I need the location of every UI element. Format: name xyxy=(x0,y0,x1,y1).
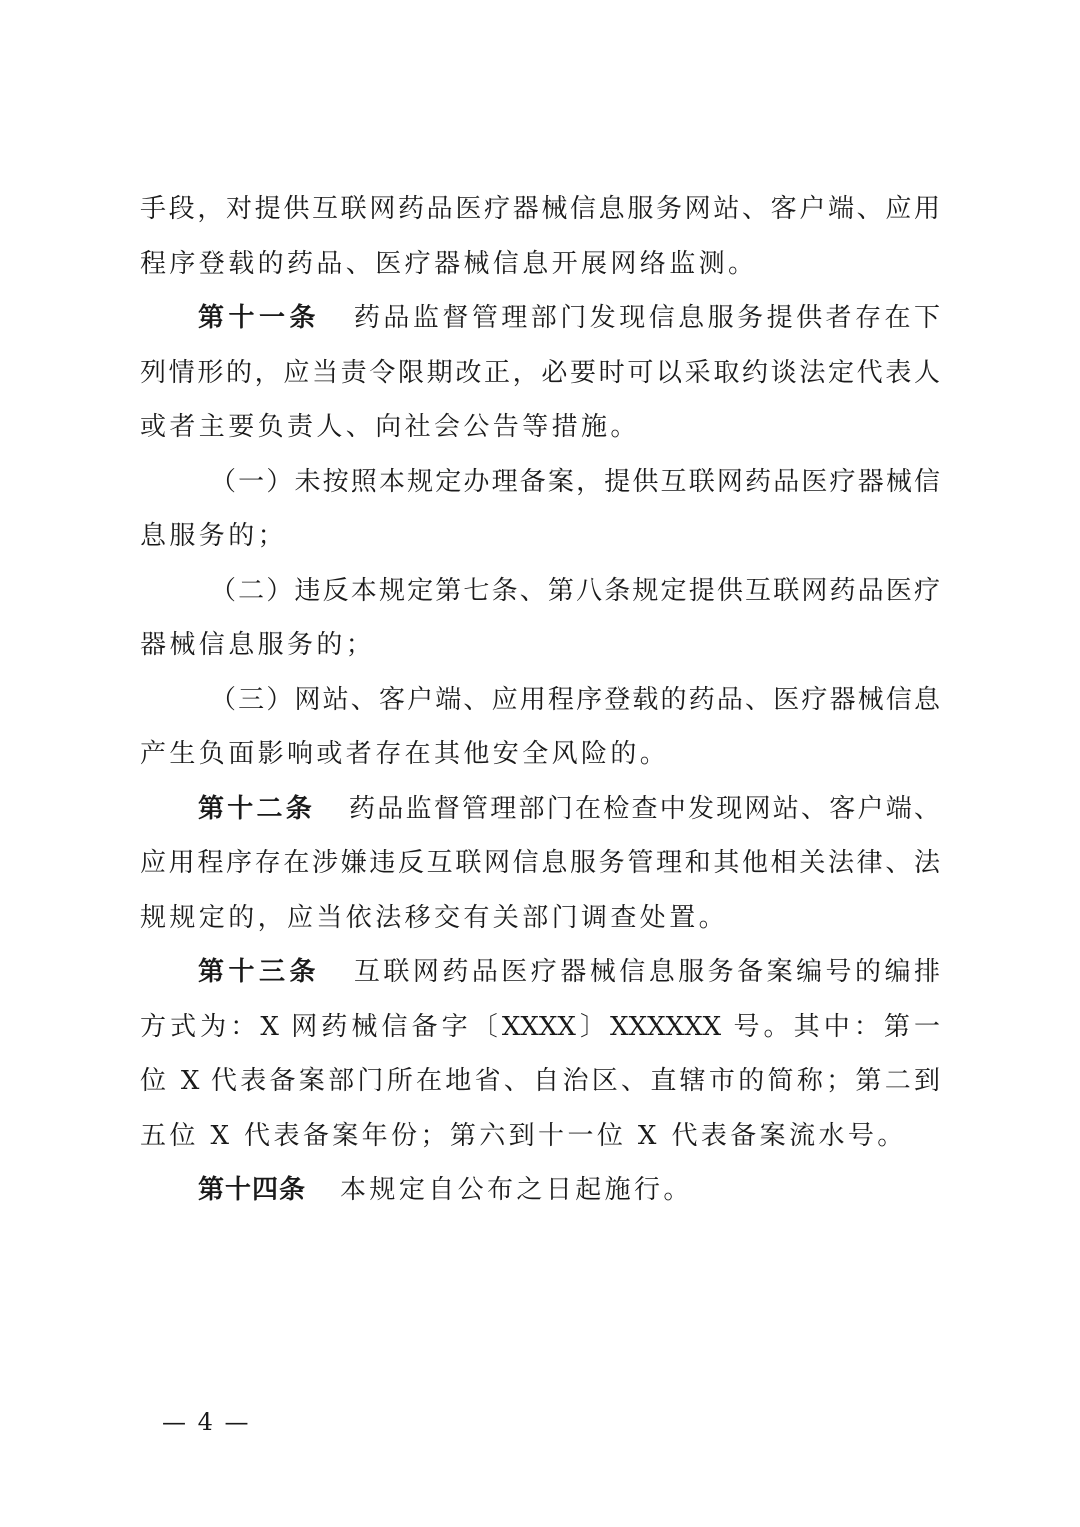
article-12-line-3: 规规定的，应当依法移交有关部门调查处置。 xyxy=(140,902,729,933)
article-13-heading: 第十三条 xyxy=(198,957,320,987)
article-11-item-1-line-1: （一）未按照本规定办理备案，提供互联网药品医疗器械信 xyxy=(210,466,940,497)
article-11-item-3-line-2: 产生负面影响或者存在其他安全风险的。 xyxy=(140,739,670,769)
article-13-line-2: 方式为：X 网药械信备字〔XXXX〕XXXXXX 号。其中：第一 xyxy=(140,1011,940,1042)
document-body xyxy=(140,182,940,1218)
article-10-continuation-line-1: 手段，对提供互联网药品医疗器械信息服务网站、客户端、应用 xyxy=(140,194,940,224)
article-11-item-1-line-2: 息服务的； xyxy=(140,521,288,551)
article-11-line-1 xyxy=(140,291,940,346)
article-14-line-1 xyxy=(140,1163,940,1218)
article-11-line-2: 列情形的，应当责令限期改正，必要时可以采取约谈法定代表人 xyxy=(140,357,940,388)
article-11-item-2-line-1: （二）违反本规定第七条、第八条规定提供互联网药品医疗 xyxy=(210,575,940,606)
article-12-line-2: 应用程序存在涉嫌违反互联网信息服务管理和其他相关法律、法 xyxy=(140,848,940,878)
article-11-line-3: 或者主要负责人、向社会公告等措施。 xyxy=(140,412,640,442)
article-11-heading: 第十一条 xyxy=(198,303,320,333)
article-13-text: 互联网药品医疗器械信息服务备案编号的编排 xyxy=(353,957,940,987)
article-12-text: 药品监督管理部门在检查中发现网站、客户端、 xyxy=(349,793,940,824)
article-14-heading: 第十四条 xyxy=(198,1175,307,1205)
article-13-line-3: 位 X 代表备案部门所在地省、自治区、直辖市的简称；第二到 xyxy=(140,1066,940,1096)
article-11-text: 药品监督管理部门发现信息服务提供者存在下 xyxy=(353,303,940,333)
article-13-line-4: 五位 X 代表备案年份；第六到十一位 X 代表备案流水号。 xyxy=(140,1120,907,1151)
article-12-heading: 第十二条 xyxy=(198,793,315,824)
article-11-item-3-line-1: （三）网站、客户端、应用程序登载的药品、医疗器械信息 xyxy=(210,684,940,715)
page-number: — 4 — xyxy=(162,1408,251,1436)
article-12-line-1 xyxy=(140,782,940,837)
article-13-line-1 xyxy=(140,945,940,1000)
article-14-text: 本规定自公布之日起施行。 xyxy=(340,1175,693,1205)
article-10-continuation-line-2: 程序登载的药品、医疗器械信息开展网络监测。 xyxy=(140,248,758,279)
article-11-item-2-line-2: 器械信息服务的； xyxy=(140,630,376,660)
